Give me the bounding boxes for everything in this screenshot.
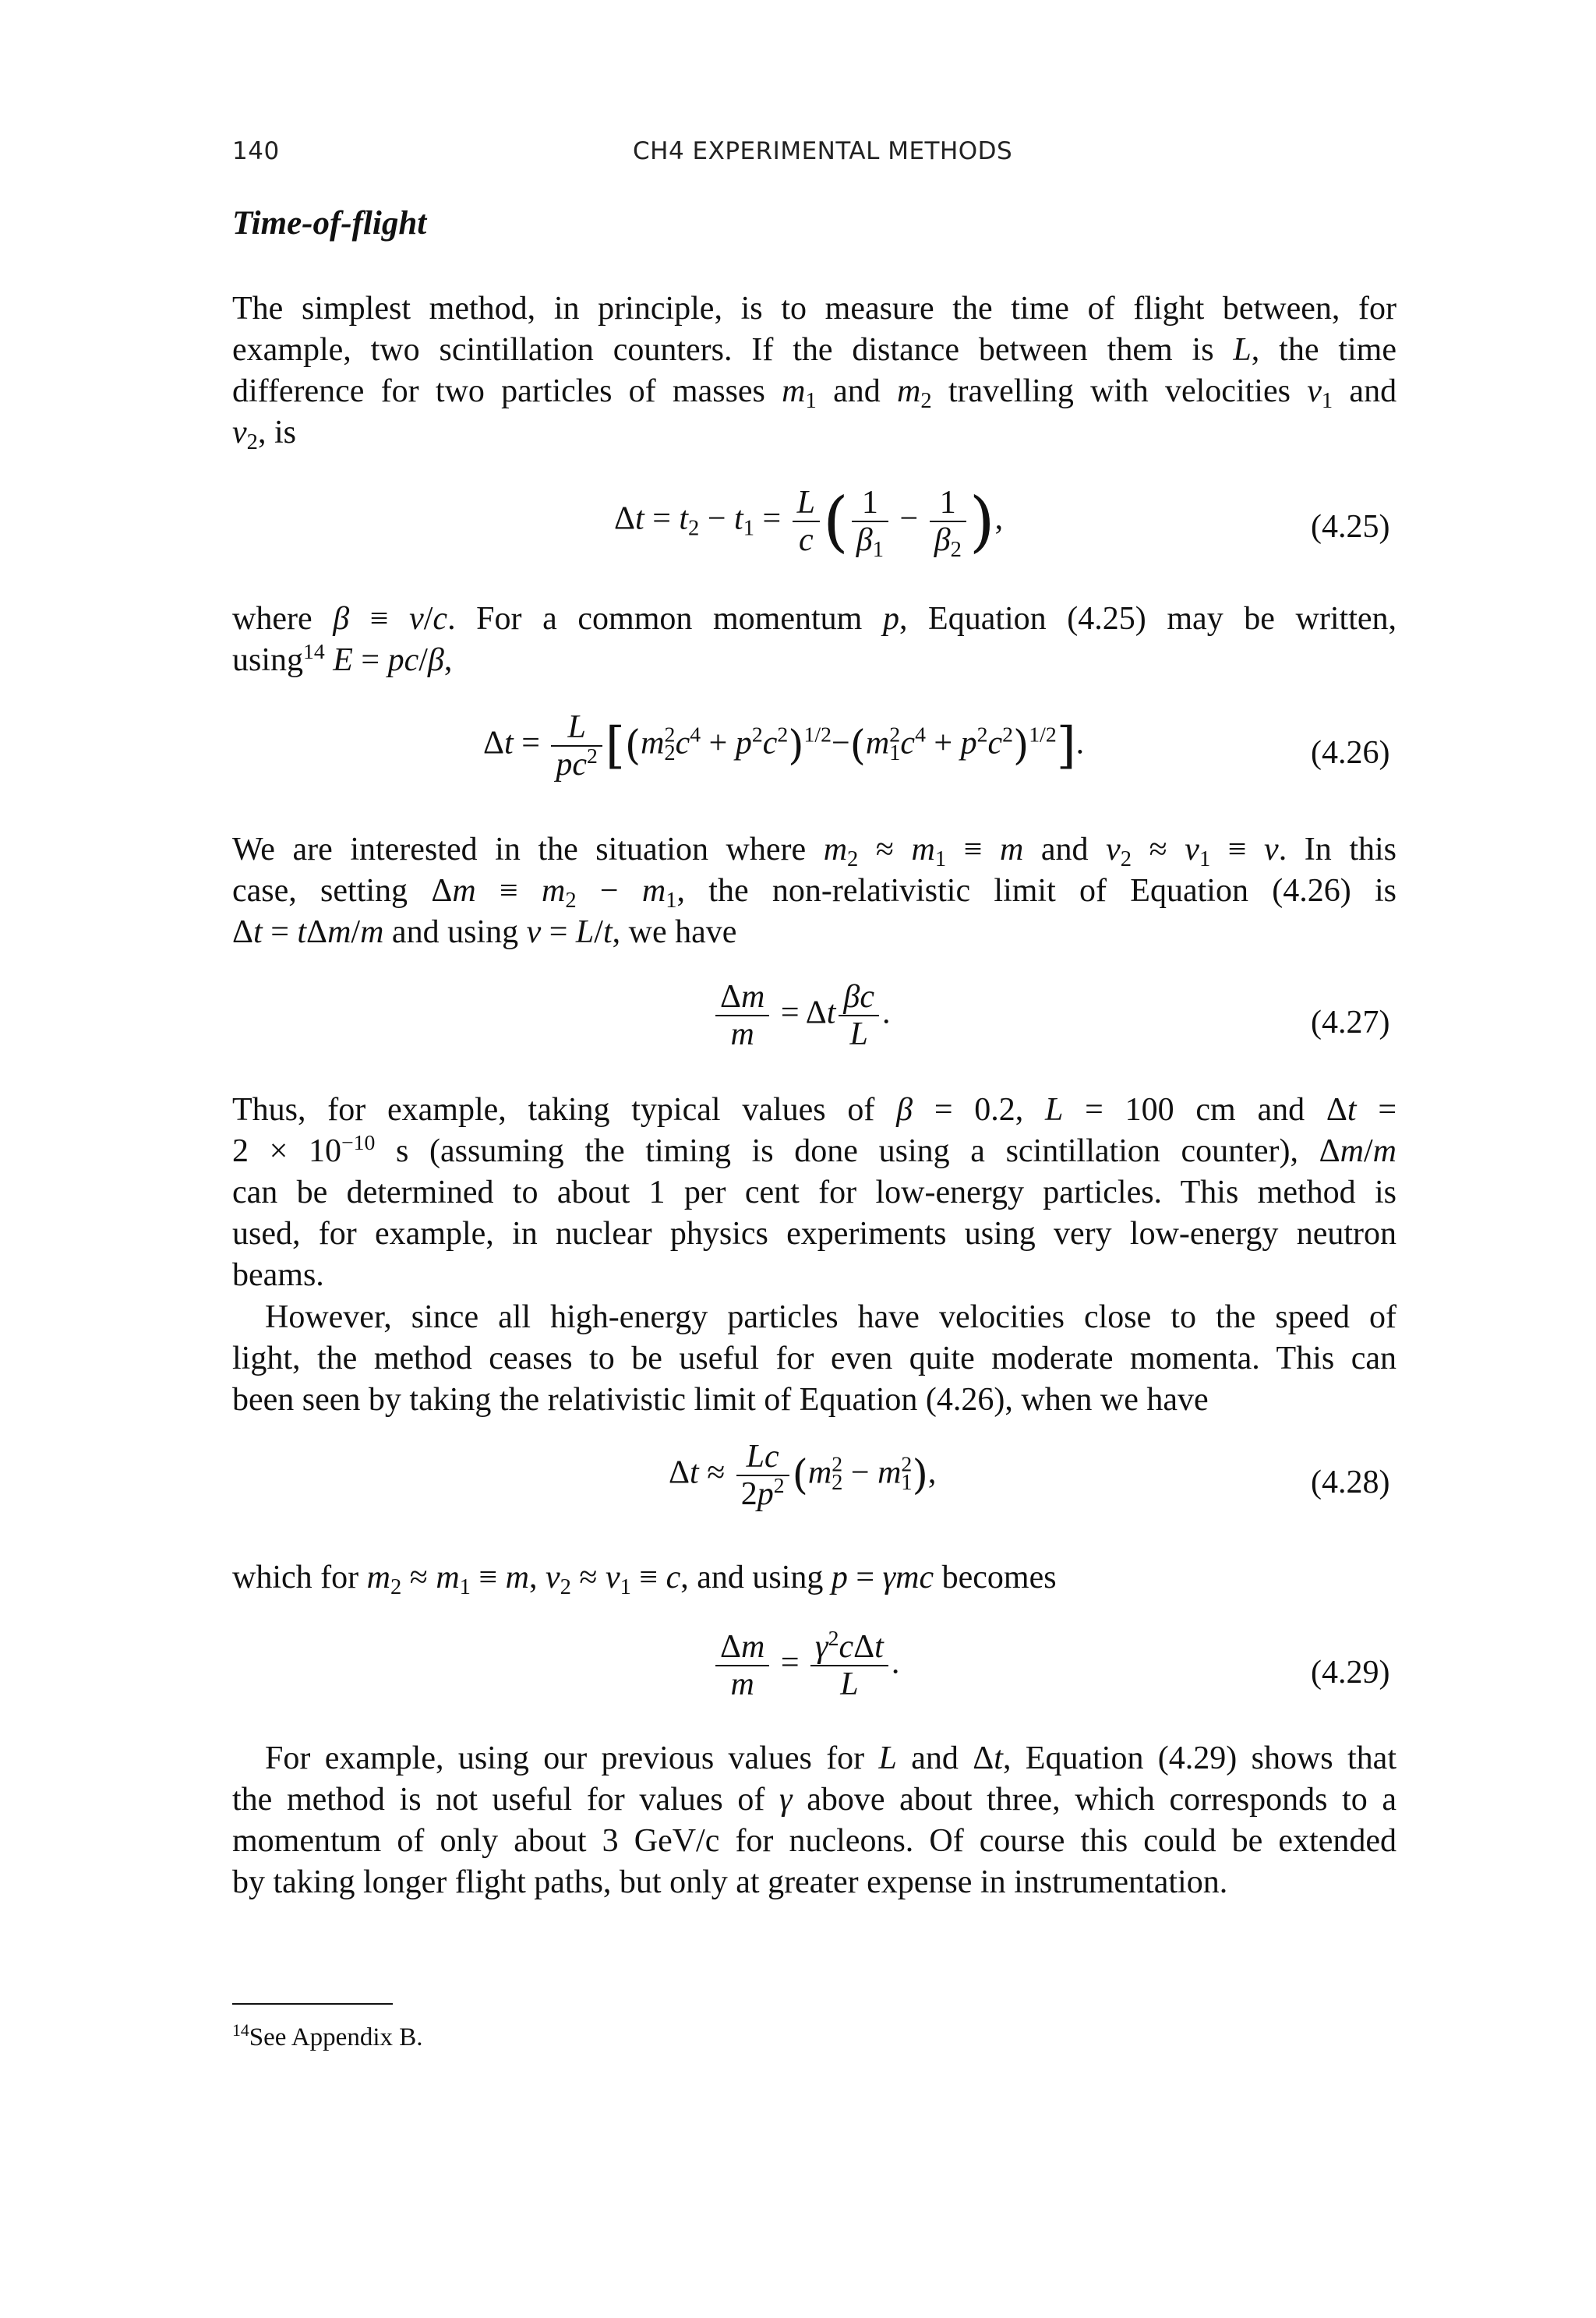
running-title: CH4 EXPERIMENTAL METHODS: [633, 137, 1013, 165]
footnote-rule: [232, 2003, 393, 2005]
equation-4-27: $\frac{\Delta m}{m}$ = Δt $\frac{\beta c}{L}$ .: [712, 979, 890, 1052]
equation-number-4-29: (4.29): [1311, 1655, 1390, 1691]
paragraph-2: where β ≡ v/c. For a common momentum p, Equation (4.25) may be written, using$^{14}$ E = pc/β,: [232, 601, 1397, 678]
equation-4-29: $\frac{\Delta m}{m}$ = $\frac{\gamma^2c\Delta t}{L}$ .: [712, 1629, 899, 1702]
equation-number-4-25: (4.25): [1311, 509, 1390, 545]
footnote-text: See Appendix B.: [249, 2023, 423, 2051]
paragraph-1: The simplest method, in principle, is to measure the time of flight between, for example, two scintillation counters. If the distance between them is L, the time difference for two particles of masses $m_1$ and $m_2$ travelling with velocities $v_1$ and $v_2$, is: [232, 288, 1396, 454]
paragraph-3: We are interested in the situation where $m_2 \approx m_1 \equiv m$ and $v_2 \approx v_1 \equiv v$. In this case, setting $\Delta m \equiv m_2 - m_1$, the non-relativistic limit of Equation (4.26) is Δt = tΔm/m and using v = L/t, we have: [232, 832, 1397, 950]
equation-4-25: $\Delta t = t_2 - t_1$ = $\frac{L}{c}$ ( $\frac{1}{\beta_1}$ − $\frac{1}{\beta_2}$ ),: [614, 483, 1004, 562]
paragraph-7: For example, using our previous values for L and Δt, Equation (4.29) shows that the method is not useful for values of γ above about three, which corresponds to a momentum of only about 3 GeV/c for nucleons. Of course this could be extended by taking longer flight paths, but only at greater expense in instrumentation.: [232, 1740, 1397, 1900]
footnote-reference: 14: [303, 638, 325, 663]
paragraph-5: However, since all high-energy particles have velocities close to the speed of light, the method ceases to be useful for even quite moderate momenta. This can been seen by taking the relativistic limit of Equation (4.26), when we have: [232, 1299, 1396, 1418]
section-title: Time-of-flight: [232, 205, 427, 242]
equation-number-4-27: (4.27): [1311, 1005, 1390, 1041]
equation-number-4-26: (4.26): [1311, 735, 1390, 771]
p1-line-1: The simplest method, in principle, is to measure the time of flight between, for: [232, 291, 1396, 327]
footnote: [232, 2023, 423, 2052]
equation-4-26: Δt = $\frac{L}{pc^2}$ $[(m^2_2c^4 + p^2c^2)^{1/2}-(m^2_1c^4 + p^2c^2)^{1/2}]$.: [483, 709, 1085, 783]
equation-number-4-28: (4.28): [1311, 1465, 1390, 1500]
page-number: 140: [232, 137, 280, 165]
footnote-mark: 14: [232, 2021, 249, 2041]
paragraph-6: which for $m_2 \approx m_1 \equiv m$, $v_2 \approx v_1 \equiv c$, and using p = γmc becomes: [232, 1560, 1057, 1599]
paragraph-4: Thus, for example, taking typical values of β = 0.2, L = 100 cm and Δt = $2 \times 10^{-10}$ s (assuming the timing is done using a scintillation counter), Δm/m can be determined to about 1 per cent for low-energy particles. This method is used, for example, in nuclear physics experiments using very low-energy neutron beams.: [232, 1092, 1397, 1293]
equation-4-28: Δt ≈ $\frac{Lc}{2p^2}$ $(m^2_2 - m^2_1)$,: [669, 1439, 937, 1512]
